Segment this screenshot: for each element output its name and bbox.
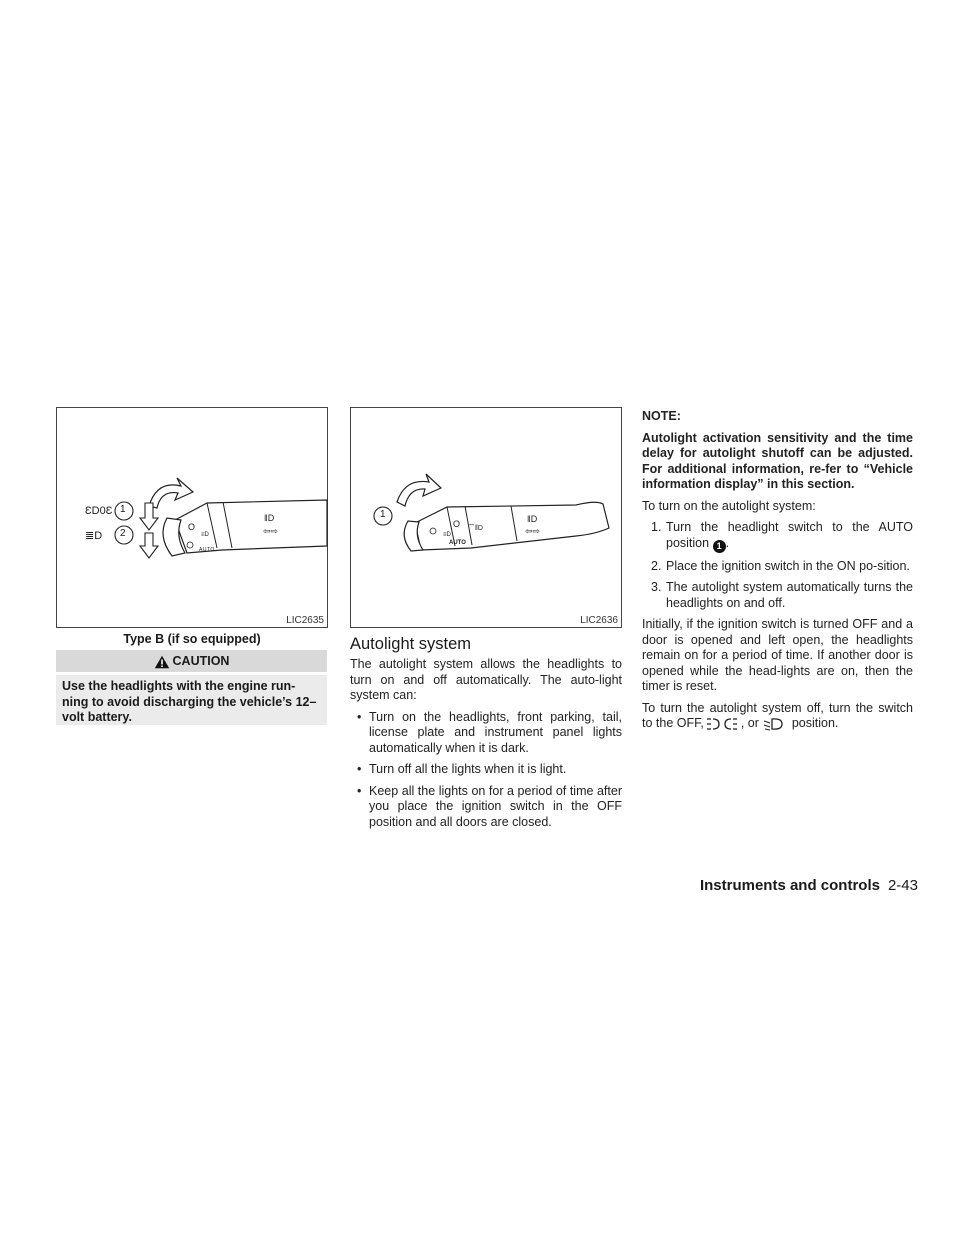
footer-section: Instruments and controls	[699, 877, 880, 894]
svg-text:O: O	[188, 522, 196, 532]
page-footer	[700, 877, 918, 894]
turn-off-text-or: , or	[740, 716, 759, 730]
autolight-intro: The autolight system allows the headlights to turn on and off automatically. The auto-light system can:	[350, 657, 622, 702]
step-item	[642, 520, 913, 553]
step-text: Turn the headlight switch to the AUTO position	[666, 520, 913, 550]
autolight-column	[350, 657, 622, 830]
svg-text:≡D: ≡D	[443, 532, 451, 538]
figure-code: LIC2635	[286, 615, 324, 626]
step-item	[642, 559, 913, 575]
figure-headlight-switch-type-b	[56, 407, 328, 628]
svg-text:–: –	[469, 519, 475, 529]
turn-off-text: To turn the autolight system off, turn the switch to the OFF,	[642, 700, 913, 730]
svg-text:‖D: ‖D	[527, 514, 538, 524]
figure-code: LIC2636	[580, 615, 618, 626]
svg-text:ƐD0Ɛ: ƐD0Ɛ	[85, 505, 113, 517]
section-heading: Autolight system	[350, 635, 472, 653]
caution-text: Use the headlights with the engine run-ning to avoid discharging the vehicle’s 12–volt battery.	[56, 675, 327, 725]
step-text-end: .	[725, 535, 730, 550]
autolight-switch-illustration	[351, 408, 623, 629]
callout-badge: 1	[713, 540, 726, 553]
note-column	[642, 409, 913, 732]
initially-paragraph: Initially, if the ignition switch is turned OFF and a door is opened and left open, the headlights remain on for a period of time. If another door is opened while the head-lights are on, then the timer is reset.	[642, 617, 913, 693]
step-text: The autolight system automatically turns the headlights on and off.	[666, 580, 913, 610]
step-number: 1.	[651, 520, 662, 534]
step-number: 3.	[651, 580, 662, 594]
list-item: • Keep all the lights on for a period of time after you place the ignition switch in the OFF position and all doors are closed.	[350, 784, 622, 831]
svg-text:‖D: ‖D	[264, 513, 275, 523]
list-item: • Turn off all the lights when it is light.	[350, 762, 622, 778]
warning-triangle-icon	[154, 655, 170, 669]
step-number: 2.	[651, 558, 662, 573]
page-number: 2-43	[887, 877, 918, 894]
callout-1: 1	[380, 509, 386, 520]
svg-text:O: O	[453, 519, 461, 529]
callout-2: 2	[120, 528, 126, 539]
caution-title: CAUTION	[172, 654, 230, 668]
callout-1: 1	[120, 504, 126, 515]
note-label: NOTE:	[642, 409, 681, 423]
svg-text:≡D: ≡D	[201, 532, 209, 538]
turn-on-intro: To turn on the autolight system:	[642, 498, 816, 513]
svg-text:‖D: ‖D	[475, 525, 483, 532]
turn-off-paragraph	[642, 701, 913, 732]
caution-header	[56, 650, 327, 672]
note-text: Autolight activation sensitivity and the time delay for autolight shutoff can be adjusted. For additional information, re-fer to “Vehicle information display” in this section.	[642, 430, 913, 491]
svg-text:⇦⇨: ⇦⇨	[263, 526, 279, 536]
figure-autolight-switch	[350, 407, 622, 628]
svg-text:⇦⇨: ⇦⇨	[525, 526, 541, 536]
list-item: • Turn on the headlights, front parking, tail, license plate and instrument panel lights automatically when it is dark.	[350, 710, 622, 757]
step-item	[642, 580, 913, 611]
auto-label: AUTO	[449, 540, 466, 546]
step-text: Place the ignition switch in the ON po-sition.	[666, 558, 910, 573]
headlight-switch-illustration	[57, 408, 329, 629]
parking-light-icon	[707, 717, 737, 731]
turn-off-text-end: position.	[791, 716, 839, 730]
svg-text:≣D: ≣D	[85, 530, 103, 542]
headlight-icon	[762, 717, 788, 731]
auto-label: AUTO	[199, 547, 215, 553]
figure-caption: Type B (if so equipped)	[123, 632, 261, 646]
